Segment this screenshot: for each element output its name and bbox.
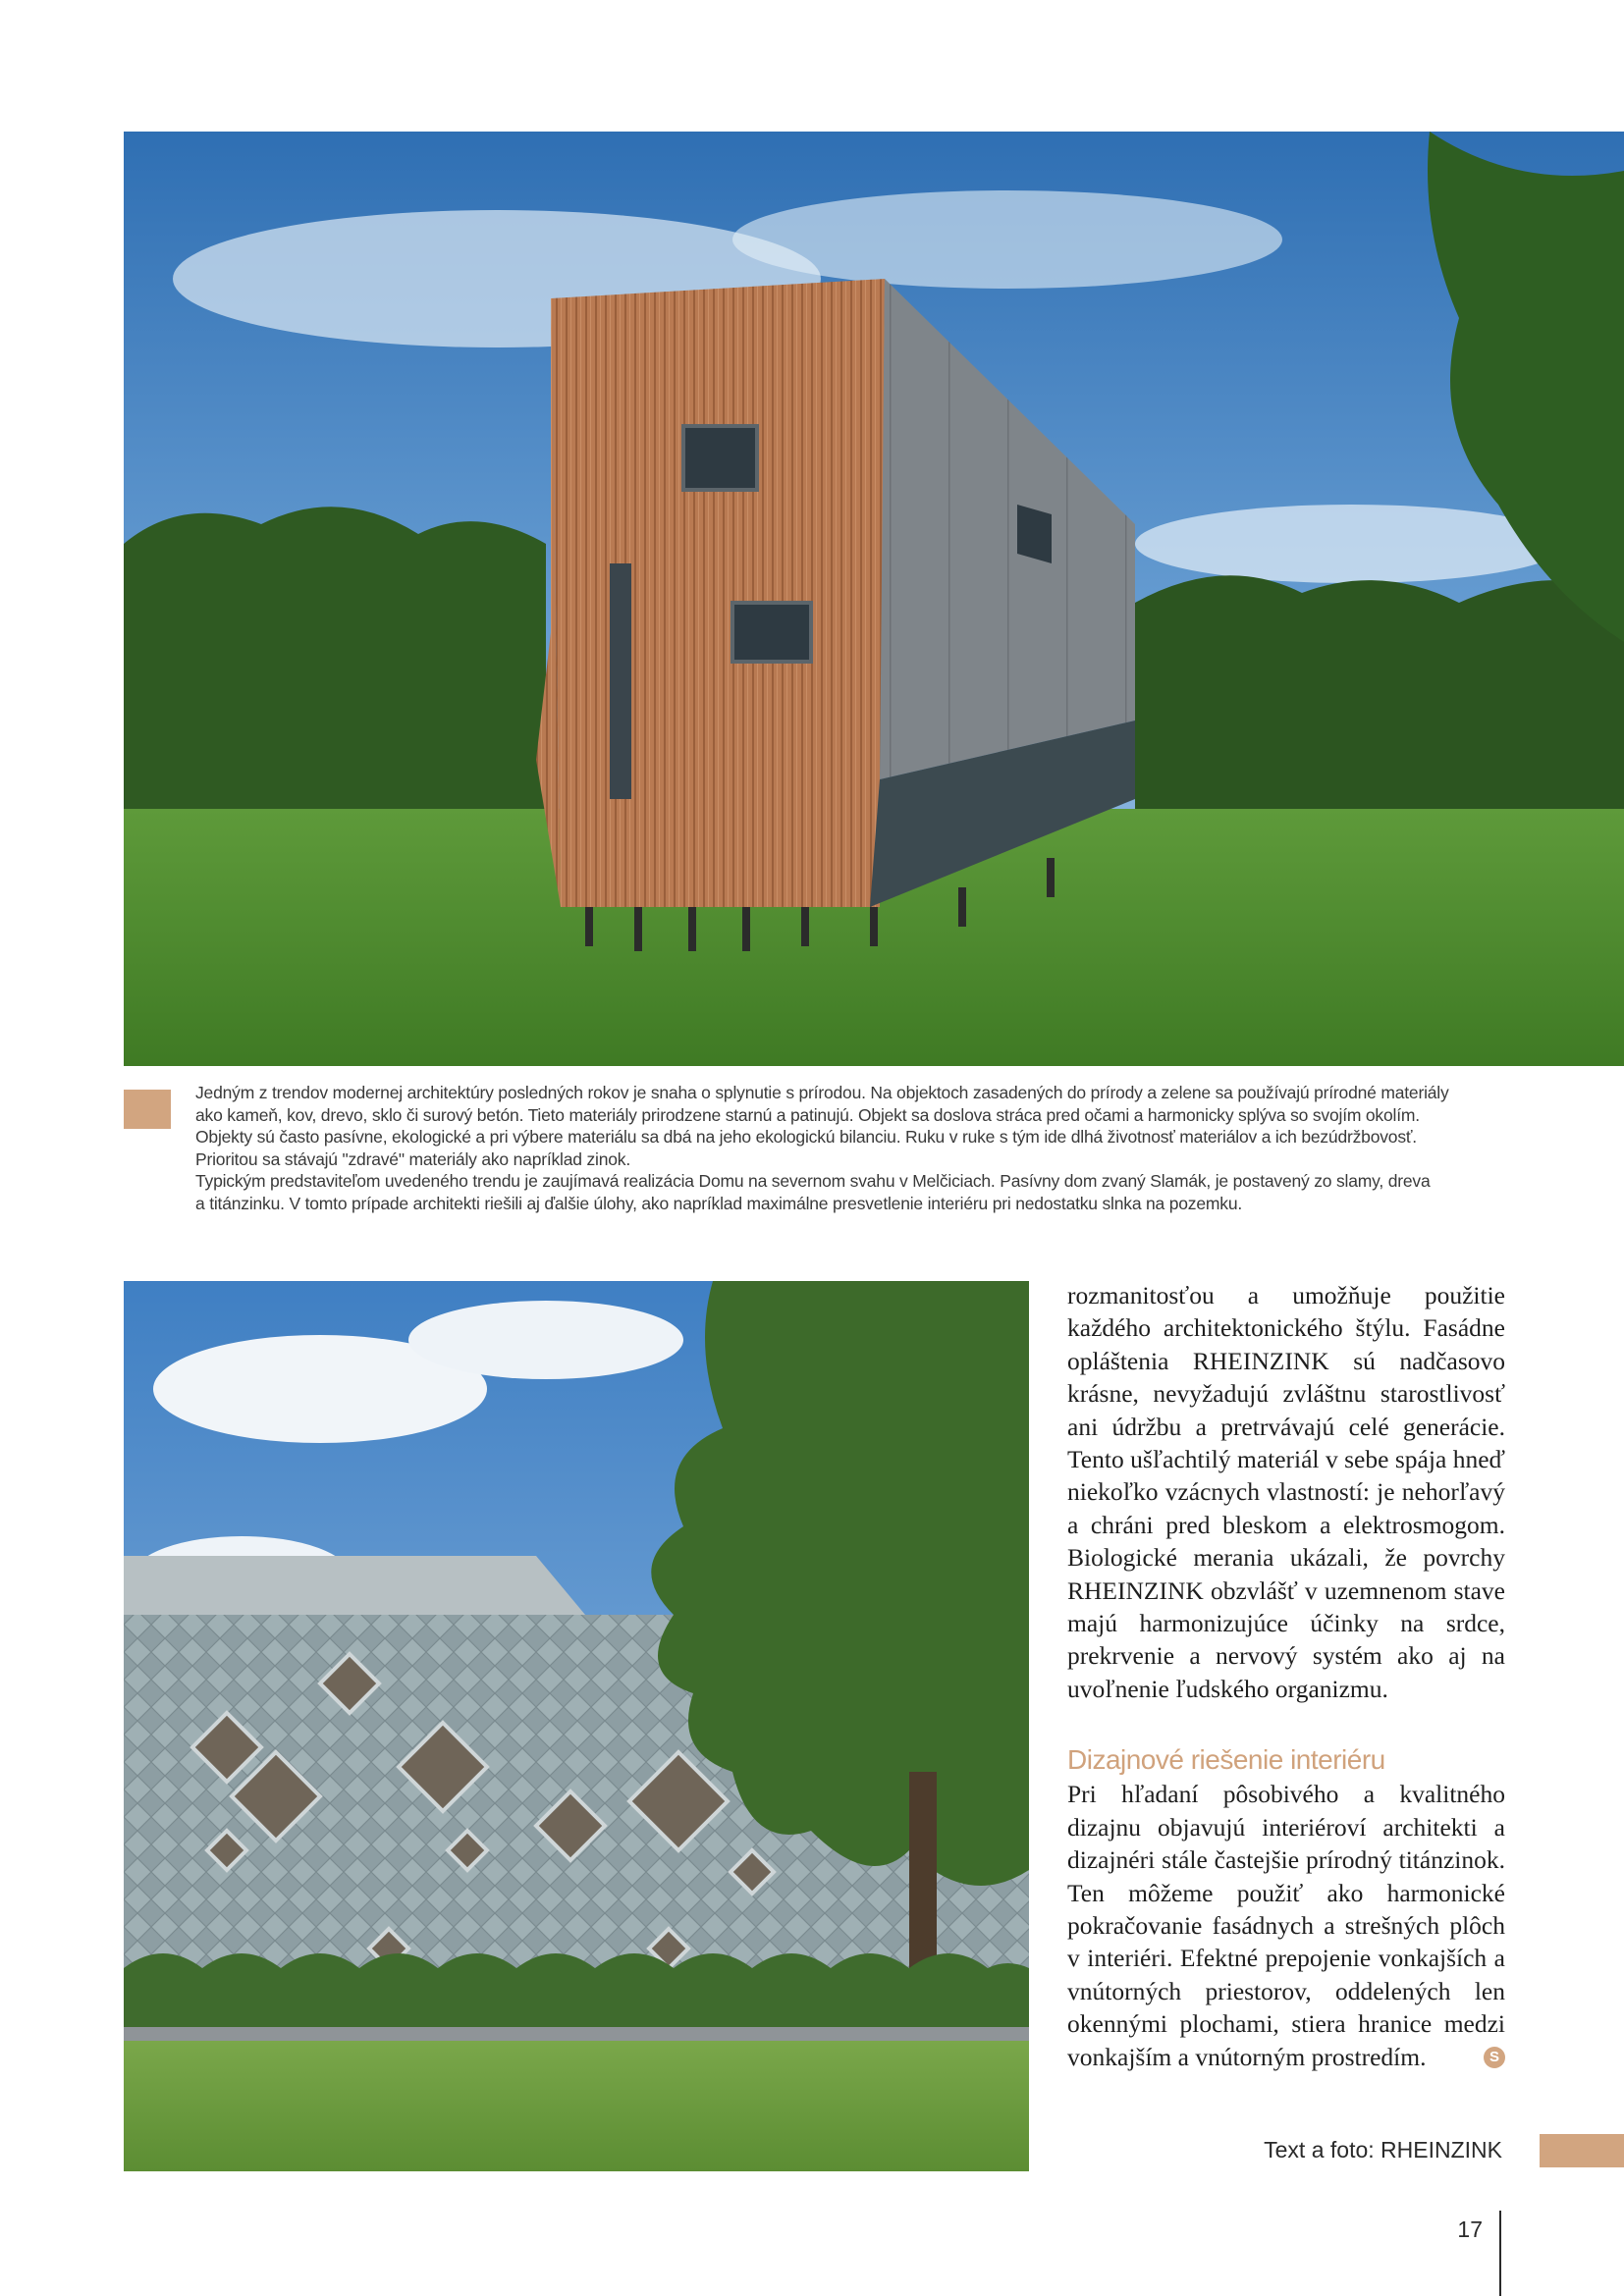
caption-marker — [124, 1090, 171, 1129]
section-heading: Dizajnové riešenie interiéru — [1067, 1744, 1385, 1776]
house-photo — [124, 132, 1624, 1066]
caption-line: ako kameň, kov, drevo, sklo či surový betón. Tieto materiály prirodzene starnú a patinujú. Objekt sa doslova stráca pred očami a harmonicky splýva so svojím okolím. — [195, 1104, 1420, 1125]
caption-line: Prioritou sa stávajú "zdravé" materiály ako napríklad zinok. — [195, 1148, 630, 1169]
caption-line: Typickým predstaviteľom uvedeného trendu je zaujímavá realizácia Domu na severnom svahu v Melčiciach. Pasívny dom zvaný Slamák, je postavený zo slamy, dreva — [195, 1171, 1431, 1191]
end-of-article-icon: S — [1484, 2047, 1505, 2068]
credit-accent-bar — [1540, 2134, 1624, 2167]
caption-line: Jedným z trendov modernej architektúry posledných rokov je snaha o splynutie s prírodou. Na objektoch zasadených do prírody a zelene sa používajú prírodné materiály — [195, 1083, 1449, 1102]
facade-photo-illustration — [124, 1281, 1029, 2171]
article-body — [1067, 1279, 1505, 2073]
page-number: 17 — [1457, 2216, 1483, 2242]
photo-credit: Text a foto: RHEINZINK — [1264, 2137, 1502, 2163]
body-paragraph: rozmanitosťou a umožňuje použitie každého architektonického štýlu. Fasádne opláštenia RHEINZINK sú nadčasovo krásne, nevyžadujú zvláštnu starostlivosť ani údržbu a pretrvávajú celé generácie. Tento ušľachtilý materiál v sebe spája hneď niekoľko vzácnych vlastností: je nehorľavý a chráni pred bleskom a elektrosmogom. Biologické merania ukázali, že povrchy RHEINZINK obzvlášť v uzemnenom stave majú harmonizujúce účinky na srdce, prekrvenie a nervový systém ako aj na uvoľnenie ľudského organizmu. — [1067, 1281, 1505, 1703]
caption-line: Objekty sú často pasívne, ekologické a pri výbere materiálu sa dbá na jeho ekologickú bilanciu. Ruku v ruke s tým ide dlhá životnosť materiálov a ich bezúdržbovosť. — [195, 1127, 1417, 1147]
facade-photo — [124, 1281, 1029, 2171]
photo-caption — [195, 1082, 1550, 1214]
body-paragraph — [1067, 1778, 1505, 2073]
body-paragraph-text: Pri hľadaní pôsobivého a kvalitného dizajnu objavujú interiéroví architekti a dizajnéri stále častejšie prírodný titánzinok. Ten môžeme použiť ako harmonické pokračovanie fasádnych a strešných plôch v interiéri. Efektné prepojenie vonkajších a vnútorných priestorov, oddelených len okennými plochami, stiera hranice medzi vonkajším a vnútorným prostredím. — [1067, 1780, 1505, 2071]
caption-line: a titánzinku. V tomto prípade architekti riešili aj ďalšie úlohy, ako napríklad maximálne presvetlenie interiéru pri nedostatku slnka na pozemku. — [195, 1193, 1243, 1213]
page-number-rule — [1499, 2211, 1501, 2296]
house-photo-illustration — [124, 132, 1624, 1066]
